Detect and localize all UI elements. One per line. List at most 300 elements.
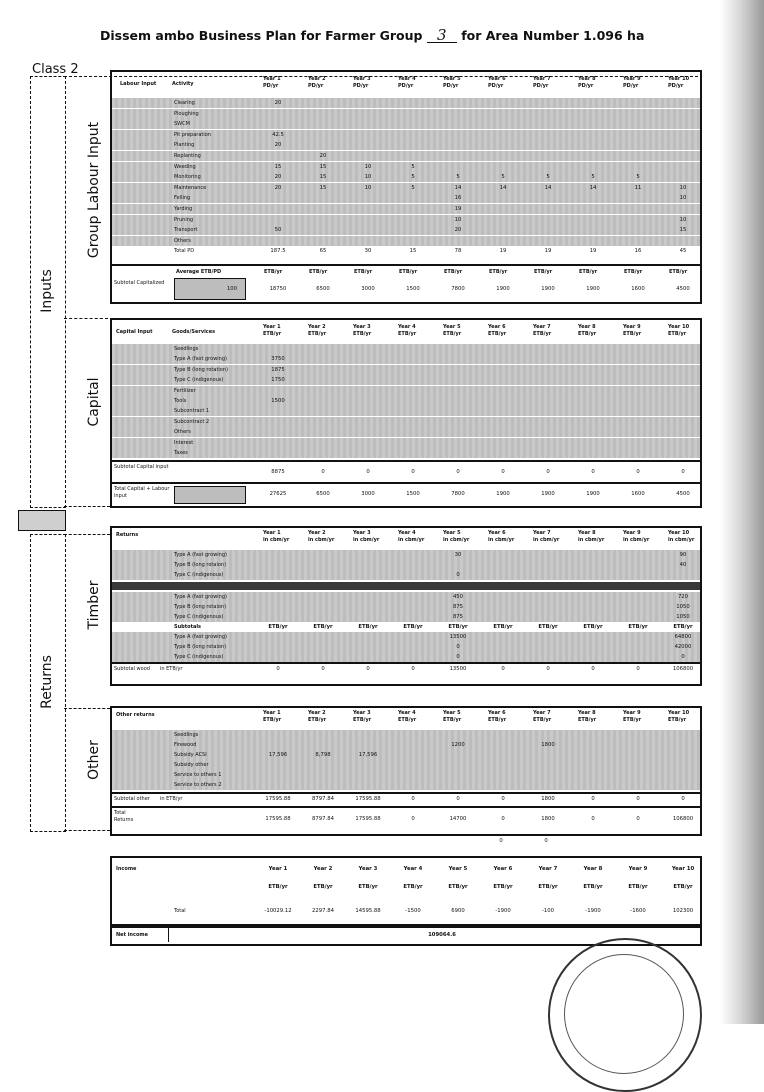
subtotal-wood-value: 0 — [321, 666, 325, 672]
cell-value: 14 — [544, 184, 552, 191]
divider — [64, 708, 110, 709]
unit-header: ETB/yr — [313, 884, 333, 890]
extra-value: 0 — [544, 838, 548, 844]
cell-value: 17,596 — [358, 752, 378, 758]
goods-label: Seedlings — [174, 346, 199, 352]
labour-row — [112, 130, 700, 140]
net-income-label: Net income — [116, 932, 148, 938]
unit-header: ETB/yr — [488, 717, 507, 723]
subtotal-value: 6500 — [316, 286, 330, 292]
unit-header: ETB/yr — [668, 331, 687, 337]
subtotal-value: 1900 — [541, 286, 555, 292]
capital-row — [112, 396, 700, 406]
cell-value: 0 — [456, 572, 460, 578]
total-capital-value: 1900 — [496, 491, 510, 497]
timber-volume-row — [112, 560, 700, 570]
total-capital-row — [112, 482, 700, 506]
etb-unit: ETB/yr — [579, 269, 598, 275]
goods-label: Type B (long rotation) — [174, 366, 228, 373]
labour-row — [112, 246, 700, 256]
income-total-value: 14595.88 — [355, 908, 381, 914]
unit-header: ETB/yr — [398, 717, 417, 723]
cell-value: 1050 — [676, 614, 690, 620]
income-table — [110, 856, 702, 926]
cell-value: 50 — [274, 227, 282, 234]
subtotal-wood-value: 0 — [501, 666, 505, 672]
cell-value: 5 — [411, 184, 415, 191]
year-header: Year 9 — [623, 530, 641, 536]
cell-value: 875 — [452, 614, 464, 620]
capital-input-head: Capital Input — [116, 329, 153, 335]
subtotal-other-label: Subtotal other — [114, 796, 150, 802]
timber-value-row — [112, 642, 700, 652]
unit-header: in cbm/yr — [668, 537, 695, 543]
type-label: Type A (fast growing) — [174, 634, 227, 640]
year-header: Year 5 — [443, 324, 461, 330]
capital-subtotal-value: 0 — [366, 469, 370, 475]
cell-value: 78 — [454, 248, 462, 255]
capital-subtotal-value: 0 — [456, 469, 460, 475]
etb-unit: ETB/yr — [399, 269, 418, 275]
unit-header: ETB/yr — [353, 717, 372, 723]
type-label: Type B (long rotaion) — [174, 644, 227, 650]
dark-separator — [112, 582, 700, 590]
total-capital-value: 27625 — [269, 491, 287, 497]
labour-row — [112, 236, 700, 246]
unit-header: ETB/yr — [538, 884, 558, 890]
year-header: Year 4 — [403, 866, 423, 872]
cell-value: 20 — [274, 184, 282, 191]
cell-value: 13500 — [449, 634, 467, 640]
year-header: Year 6 — [488, 530, 506, 536]
total-capital-value: 1500 — [406, 491, 420, 497]
year-header: Year 9 — [623, 76, 641, 82]
cell-value: 14 — [454, 184, 462, 191]
labour-row — [112, 215, 700, 225]
cell-value: 20 — [319, 153, 327, 159]
cell-value: 10 — [454, 216, 462, 223]
labour-table — [110, 70, 702, 266]
total-returns-value: 0 — [636, 816, 640, 822]
year-header: Year 4 — [398, 710, 416, 716]
timber-price-row — [112, 592, 700, 602]
divider — [64, 318, 108, 319]
unit-header: PD/yr — [308, 83, 324, 89]
grey-swatch — [18, 510, 66, 531]
labour-row — [112, 119, 700, 129]
labour-row — [112, 140, 700, 150]
year-header: Year 8 — [578, 324, 596, 330]
subtotal-wood-value: 13500 — [449, 666, 467, 672]
total-returns-value: 14700 — [449, 816, 467, 822]
subtotal-other-value: 0 — [411, 796, 415, 802]
subtotal-wood-value: 0 — [411, 666, 415, 672]
divider — [64, 506, 110, 507]
divider — [64, 534, 110, 535]
unit-header: ETB/yr — [493, 884, 513, 890]
subtotals-label: Subtotals — [174, 624, 202, 630]
type-label: Type A (fast growing) — [174, 552, 227, 558]
capital-row — [112, 427, 700, 437]
other-row — [112, 740, 700, 750]
capital-subtotal-value: 0 — [321, 469, 325, 475]
net-divider — [168, 928, 169, 942]
total-returns-label: Total Returns — [114, 810, 134, 823]
year-header: Year 2 — [308, 324, 326, 330]
class-label: Class 2 — [32, 62, 79, 77]
year-header: Year 4 — [398, 324, 416, 330]
unit-header: PD/yr — [488, 83, 504, 89]
avg-etb-value: 100 — [226, 286, 238, 292]
subtotal-value: 1500 — [406, 286, 420, 292]
cell-value: 19 — [499, 248, 507, 255]
cell-value: 5 — [546, 174, 550, 181]
year-header: Year 6 — [488, 76, 506, 82]
cell-value: 15 — [409, 248, 417, 255]
subtotal-wood-value: 0 — [636, 666, 640, 672]
capital-row — [112, 417, 700, 427]
cell-value: 10 — [364, 163, 372, 170]
cell-value: 15 — [319, 163, 327, 170]
year-header: Year 9 — [623, 324, 641, 330]
year-header: Year 5 — [448, 866, 468, 872]
year-header: Year 7 — [538, 866, 558, 872]
total-capital-value: 7800 — [451, 491, 465, 497]
etb-unit: ETB/yr — [354, 269, 373, 275]
total-capital-label: Total Capital + Labour input — [114, 486, 170, 499]
cell-value: 16 — [454, 195, 462, 202]
year-header: Year 7 — [533, 324, 551, 330]
year-header: Year 8 — [578, 710, 596, 716]
divider — [64, 830, 110, 831]
activity-label: Yarding — [174, 206, 193, 212]
etb-unit: ETB/yr — [489, 269, 508, 275]
unit-header: in cbm/yr — [488, 537, 515, 543]
unit-header: ETB/yr — [623, 331, 642, 337]
cell-value: 720 — [677, 594, 689, 600]
other-returns-head: Other returns — [116, 712, 155, 718]
capital-row — [112, 354, 700, 364]
unit-header: ETB/yr — [628, 884, 648, 890]
year-header: Year 3 — [353, 324, 371, 330]
subtotals-head-row — [112, 622, 700, 632]
other-row — [112, 750, 700, 760]
total-capital-value: 1600 — [631, 491, 645, 497]
income-total-value: -1600 — [630, 908, 646, 914]
timber-price-row — [112, 602, 700, 612]
cell-value: 17,596 — [268, 752, 288, 758]
activity-head: Activity — [172, 81, 194, 87]
capital-subtotal-value: 0 — [636, 469, 640, 475]
subtotal-other-value: 0 — [501, 796, 505, 802]
other-label: Seedlings — [174, 732, 199, 738]
etb-unit: ETB/yr — [358, 624, 378, 630]
subtotal-other-unit: in ETB/yr — [160, 796, 183, 802]
year-header: Year 10 — [671, 866, 695, 872]
cell-value: 65 — [319, 248, 327, 255]
capital-subtotal-value: 8875 — [271, 469, 285, 475]
capital-label: Capital — [86, 377, 102, 427]
year-header: Year 3 — [353, 530, 371, 536]
capital-subtotal-row — [112, 460, 700, 484]
goods-label: Type A (fast growing) — [174, 356, 227, 363]
unit-header: in cbm/yr — [263, 537, 290, 543]
year-header: Year 1 — [268, 866, 288, 872]
total-returns-value: 17595.88 — [355, 816, 381, 822]
cell-value: 0 — [681, 654, 685, 660]
page-title — [100, 28, 644, 43]
unit-header: in cbm/yr — [578, 537, 605, 543]
inputs-label: Inputs — [39, 269, 55, 313]
unit-header: ETB/yr — [578, 331, 597, 337]
year-header: Year 8 — [583, 866, 603, 872]
cell-value: 10 — [679, 195, 687, 202]
subtotal-wood-value: 0 — [591, 666, 595, 672]
other-label: Service to others 2 — [174, 782, 222, 788]
year-header: Year 1 — [263, 324, 281, 330]
activity-label: Felling — [174, 195, 191, 202]
unit-header: PD/yr — [263, 83, 279, 89]
unit-header: in cbm/yr — [353, 537, 380, 543]
total-capital-value: 6500 — [316, 491, 330, 497]
unit-header: ETB/yr — [308, 717, 327, 723]
year-header: Year 6 — [488, 710, 506, 716]
cell-value: 90 — [679, 552, 687, 558]
other-returns-table — [110, 706, 702, 836]
total-returns-value: 0 — [501, 816, 505, 822]
capital-row — [112, 375, 700, 385]
subtotal-value: 1900 — [496, 286, 510, 292]
title-prefix: Dissem ambo Business Plan for Farmer Group — [100, 28, 423, 43]
unit-header: ETB/yr — [668, 717, 687, 723]
unit-header: ETB/yr — [578, 717, 597, 723]
year-header: Year 6 — [493, 866, 513, 872]
year-header: Year 8 — [578, 530, 596, 536]
cell-value: 0 — [456, 654, 460, 660]
other-label: Subsidy other — [174, 762, 209, 768]
capital-subtotal-value: 0 — [591, 469, 595, 475]
cell-value: 15 — [319, 184, 327, 191]
year-header: Year 7 — [533, 76, 551, 82]
cell-value: 20 — [274, 142, 282, 149]
goods-label: Type C (indigenous) — [174, 377, 224, 384]
year-header: Year 5 — [443, 710, 461, 716]
other-label: Other — [86, 740, 102, 780]
cell-value: 8,798 — [315, 752, 331, 758]
goods-label: Interest — [174, 439, 194, 446]
goods-label: Subcontract 1 — [174, 408, 210, 415]
year-header: Year 2 — [308, 530, 326, 536]
etb-unit: ETB/yr — [624, 269, 643, 275]
subtotal-other-value: 8797.84 — [312, 796, 334, 802]
timber-value-row — [112, 652, 700, 662]
capital-row — [112, 448, 700, 458]
cell-value: 1050 — [676, 604, 690, 610]
cell-value: 450 — [452, 594, 464, 600]
activity-label: Others — [174, 237, 191, 244]
total-returns-value: 0 — [591, 816, 595, 822]
cell-value: 64800 — [674, 634, 692, 640]
cell-value: 875 — [452, 604, 464, 610]
etb-unit: ETB/yr — [534, 269, 553, 275]
year-header: Year 3 — [358, 866, 378, 872]
subtotal-value: 1900 — [586, 286, 600, 292]
cell-value: 3750 — [271, 356, 285, 363]
etb-unit: ETB/yr — [268, 624, 288, 630]
timber-value-row — [112, 632, 700, 642]
unit-header: PD/yr — [578, 83, 594, 89]
year-header: Year 10 — [668, 324, 690, 330]
type-label: Type A (fast growing) — [174, 594, 227, 600]
cell-value: 10 — [679, 216, 687, 223]
total-returns-value: 1800 — [541, 816, 555, 822]
income-total-value: -1900 — [495, 908, 511, 914]
subtotal-value: 7800 — [451, 286, 465, 292]
timber-table — [110, 526, 702, 686]
etb-unit: ETB/yr — [583, 624, 603, 630]
activity-label: Weeding — [174, 163, 196, 170]
capital-row — [112, 365, 700, 375]
cell-value: 19 — [454, 206, 462, 212]
cell-value: 1875 — [271, 366, 285, 373]
activity-label: Pit preparation — [174, 131, 211, 138]
subtotal-wood-row — [112, 662, 700, 676]
capital-row — [112, 344, 700, 354]
cell-value: 15 — [274, 163, 282, 170]
unit-header: PD/yr — [443, 83, 459, 89]
other-row — [112, 760, 700, 770]
other-label: Service to others 1 — [174, 772, 222, 778]
unit-header: ETB/yr — [353, 331, 372, 337]
unit-header: in cbm/yr — [623, 537, 650, 543]
unit-header: in cbm/yr — [533, 537, 560, 543]
cell-value: 19 — [544, 248, 552, 255]
cell-value: 42000 — [674, 644, 692, 650]
activity-label: Clearing — [174, 100, 195, 106]
unit-header: ETB/yr — [623, 717, 642, 723]
other-row — [112, 780, 700, 790]
etb-unit: ETB/yr — [264, 269, 283, 275]
cell-value: 16 — [634, 248, 642, 255]
cell-value: 30 — [454, 552, 462, 558]
etb-unit: ETB/yr — [669, 269, 688, 275]
total-capital-value: 1900 — [541, 491, 555, 497]
unit-header: ETB/yr — [583, 884, 603, 890]
unit-header: ETB/yr — [533, 331, 552, 337]
year-header: Year 7 — [533, 530, 551, 536]
title-suffix: for Area Number 1.096 ha — [461, 28, 645, 43]
cell-value: 187.5 — [270, 248, 286, 255]
year-header: Year 9 — [628, 866, 648, 872]
cell-value: 30 — [364, 248, 372, 255]
capital-subtotal-value: 0 — [546, 469, 550, 475]
subtotal-wood-value: 0 — [546, 666, 550, 672]
unit-header: ETB/yr — [448, 884, 468, 890]
income-total-value: -1900 — [585, 908, 601, 914]
type-label: Type C (indigenous) — [174, 572, 224, 578]
year-header: Year 10 — [668, 76, 690, 82]
type-label: Type B (long rotaion) — [174, 562, 227, 568]
capital-table — [110, 318, 702, 508]
labour-row — [112, 172, 700, 182]
etb-unit: ETB/yr — [538, 624, 558, 630]
income-head: Income — [116, 866, 137, 872]
capital-row — [112, 406, 700, 416]
subtotal-other-value: 17595.88 — [265, 796, 291, 802]
activity-label: Planting — [174, 142, 195, 149]
cell-value: 11 — [634, 184, 642, 191]
unit-header: PD/yr — [398, 83, 414, 89]
capital-subtotal-value: 0 — [681, 469, 685, 475]
subtotal-other-value: 1800 — [541, 796, 555, 802]
subtotal-value: 18750 — [269, 286, 287, 292]
goods-label: Fertilizer — [174, 387, 196, 394]
unit-header: ETB/yr — [268, 884, 288, 890]
unit-header: ETB/yr — [308, 331, 327, 337]
year-header: Year 2 — [313, 866, 333, 872]
income-total-value: 6900 — [451, 908, 465, 914]
activity-label: Replanting — [174, 153, 201, 159]
cell-value: 1500 — [271, 398, 285, 404]
capital-subtotal-value: 0 — [501, 469, 505, 475]
activity-label: Ploughing — [174, 110, 199, 117]
labour-row — [112, 204, 700, 214]
timber-volume-row — [112, 550, 700, 560]
unit-header: ETB/yr — [533, 717, 552, 723]
year-header: Year 2 — [308, 710, 326, 716]
labour-row — [112, 109, 700, 119]
goods-label: Tools — [174, 398, 187, 404]
unit-header: PD/yr — [623, 83, 639, 89]
cell-value: 19 — [589, 248, 597, 255]
capital-row — [112, 438, 700, 448]
year-header: Year 3 — [353, 710, 371, 716]
timber-label: Timber — [86, 580, 102, 630]
etb-unit: ETB/yr — [444, 269, 463, 275]
subtotal-wood-value: 0 — [366, 666, 370, 672]
etb-unit: ETB/yr — [673, 624, 693, 630]
unit-header: ETB/yr — [358, 884, 378, 890]
year-header: Year 4 — [398, 76, 416, 82]
total-capital-value: 3000 — [361, 491, 375, 497]
other-row — [112, 770, 700, 780]
unit-header: ETB/yr — [403, 884, 423, 890]
subtotal-other-value: 0 — [591, 796, 595, 802]
subtotal-other-value: 0 — [456, 796, 460, 802]
year-header: Year 2 — [308, 76, 326, 82]
total-returns-value: 0 — [411, 816, 415, 822]
subtotal-other-value: 0 — [681, 796, 685, 802]
labour-row — [112, 151, 700, 161]
unit-header: in cbm/yr — [398, 537, 425, 543]
unit-header: ETB/yr — [263, 717, 282, 723]
cell-value: 10 — [679, 184, 687, 191]
etb-unit: ETB/yr — [403, 624, 423, 630]
year-header: Year 4 — [398, 530, 416, 536]
unit-header: PD/yr — [353, 83, 369, 89]
total-capital-value: 1900 — [586, 491, 600, 497]
grey-box — [174, 486, 246, 504]
labour-row — [112, 162, 700, 172]
income-total-value: -10029.12 — [264, 908, 292, 914]
subtotal-other-value: 0 — [636, 796, 640, 802]
handwritten-group-number: 3 — [427, 29, 457, 43]
capital-subtotal-label: Subtotal Capital input — [114, 464, 169, 470]
timber-volume-row — [112, 570, 700, 580]
returns-head: Returns — [116, 532, 139, 538]
cell-value: 10 — [364, 174, 372, 181]
activity-label: SWCM — [174, 121, 190, 128]
